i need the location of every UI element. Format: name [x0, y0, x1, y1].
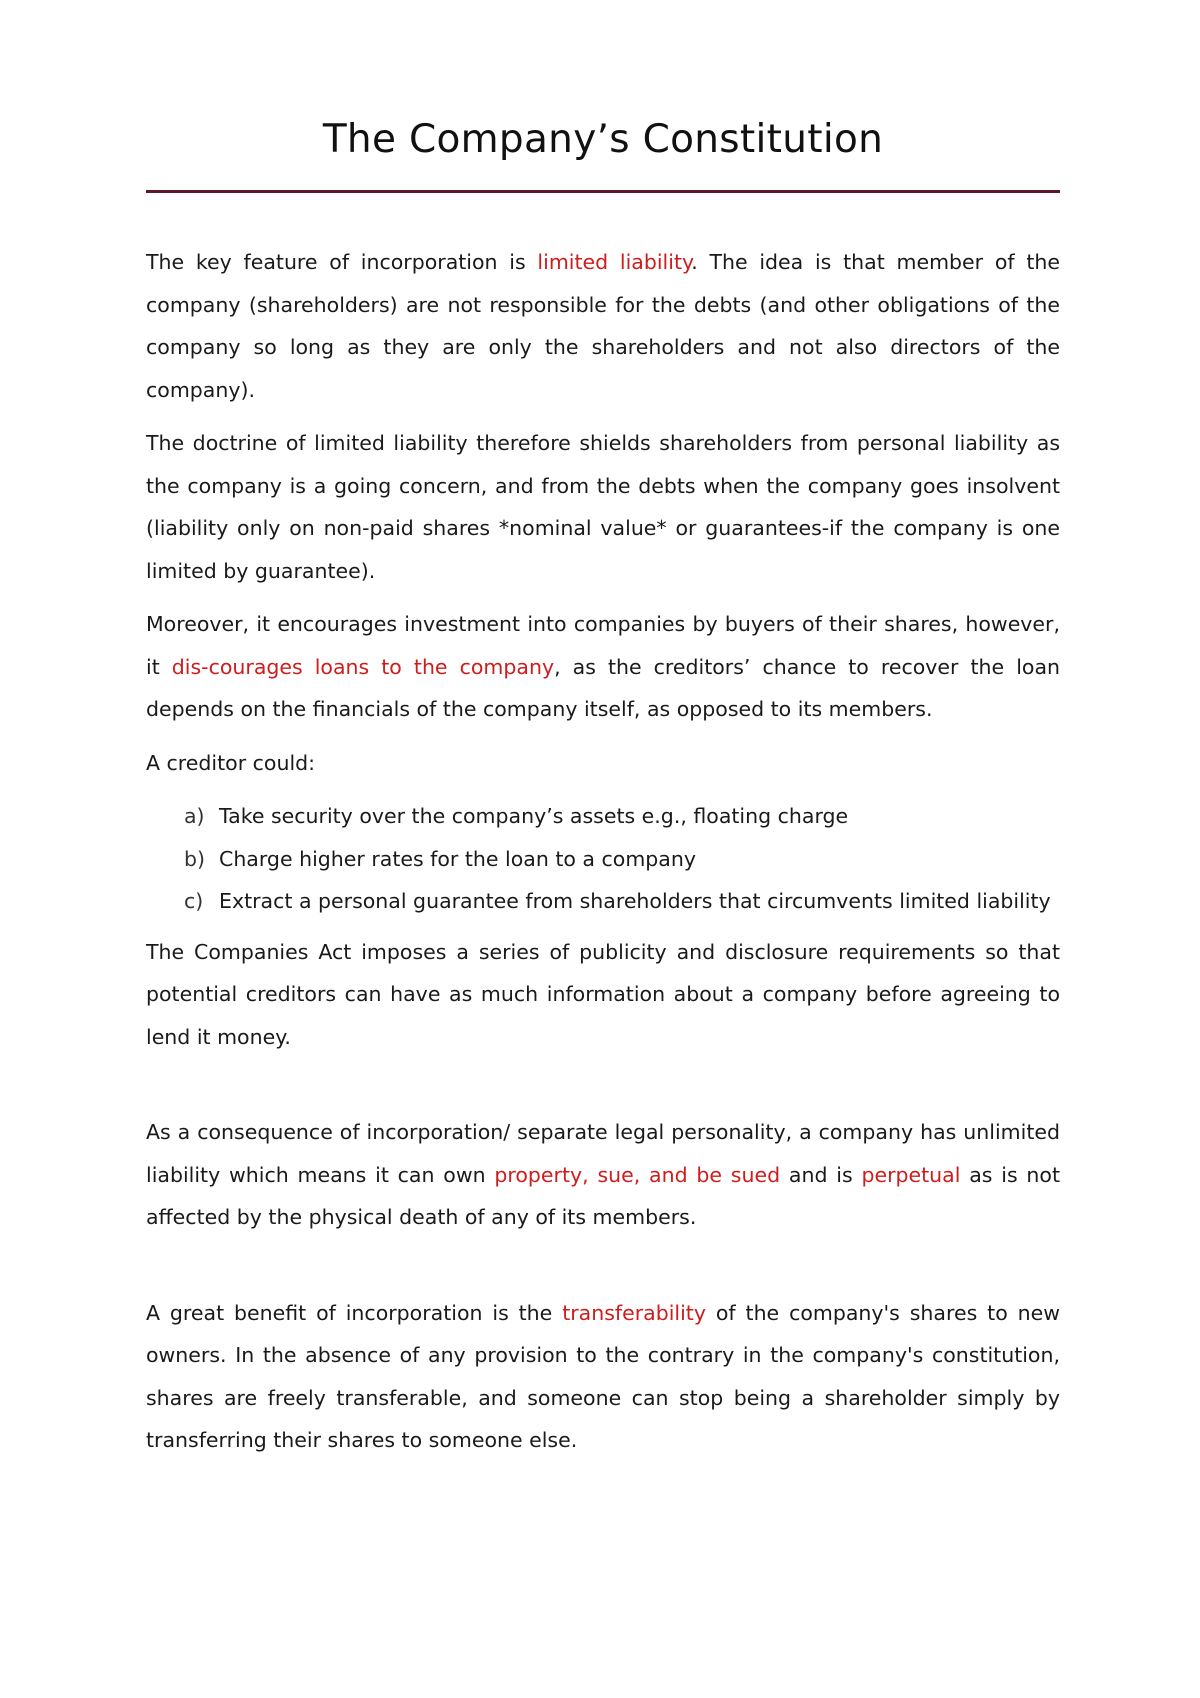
paragraph-text: Moreover, it encourages investment into companies by buyers of their shares, however, it — [146, 612, 1060, 679]
list-item-text: Extract a personal guarantee from shareholders that circumvents limited liability — [219, 889, 1051, 913]
highlight-transferability: transferability — [562, 1300, 706, 1325]
list-item-text: Take security over the company’s assets e.g., floating charge — [219, 804, 849, 828]
list-marker: b) — [184, 846, 206, 871]
paragraph-text: A great benefit of incorporation is the — [146, 1300, 563, 1325]
paragraph-text: of the company's shares to new owners. In the absence of any provision to the contrary in the company's constitution, shares are freely transferable, and someone can stop being a shareholder simply by transferring their shares to someone else. — [146, 1300, 1060, 1452]
paragraph-companies-act: The Companies Act imposes a series of publicity and disclosure requirements so that potential creditors can have as much information about a company before agreeing to lend it money. — [146, 939, 1060, 1049]
paragraph-text: As a consequence of incorporation/ separate legal personality, a company has unlimited liability which means it can own — [146, 1120, 1060, 1187]
paragraph-text: . The idea is that member of the company (shareholders) are not responsible for the debts (and other obligations of the company so long as they are only the shareholders and not also directors of the company). — [146, 250, 1060, 402]
creditor-options-list — [146, 795, 1060, 923]
paragraph-investment — [146, 603, 1060, 731]
list-item-text: Charge higher rates for the loan to a company — [219, 846, 696, 871]
paragraph-limited-liability — [146, 241, 1060, 411]
paragraph-creditor-intro: A creditor could: — [146, 750, 316, 775]
spacer — [146, 1250, 1060, 1292]
paragraph-transferability — [146, 1292, 1060, 1462]
list-item — [146, 880, 1060, 923]
highlight-limited-liability: limited liability — [537, 250, 692, 274]
paragraph-text: and is — [780, 1162, 862, 1187]
paragraph-doctrine: The doctrine of limited liability therefore shields shareholders from personal liability as the company is a going concern, and from the debts when the company goes insolvent (liability only on non-paid shares *nominal value* or guarantees-if the company is one limited by guarantee). — [146, 431, 1060, 583]
list-item — [146, 838, 1060, 881]
paragraph-text: The key feature of incorporation is — [146, 250, 538, 274]
highlight-perpetual: perpetual — [861, 1162, 961, 1187]
highlight-discourages-loans: dis-courages loans to the company — [171, 654, 555, 679]
list-item — [146, 795, 1060, 838]
document-body — [146, 241, 1060, 1462]
paragraph-separate-personality — [146, 1111, 1060, 1239]
document-page — [146, 110, 1060, 1473]
page-title: The Company’s Constitution — [322, 117, 884, 162]
highlight-property-sue: property, sue, and be sued — [494, 1162, 781, 1187]
paragraph-text: , as the creditors’ chance to recover the loan depends on the financials of the company itself, as opposed to its members. — [146, 654, 1061, 721]
title-divider — [146, 190, 1060, 193]
spacer — [146, 1069, 1060, 1111]
list-marker: a) — [184, 804, 205, 828]
list-marker: c) — [184, 889, 204, 913]
paragraph-text: as is not affected by the physical death of any of its members. — [146, 1162, 1060, 1229]
